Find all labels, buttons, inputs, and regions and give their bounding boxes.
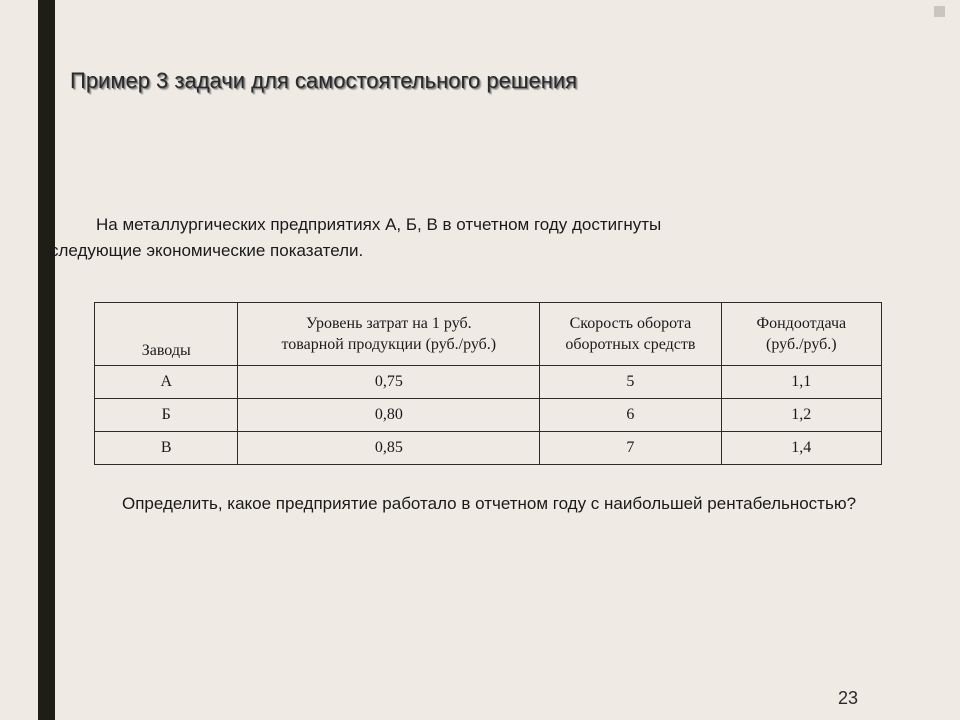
question-text: Определить, какое предприятие работало в отчетном году с наибольшей рентабельностью? bbox=[122, 494, 857, 513]
page-number: 23 bbox=[838, 688, 859, 708]
cell-turnover-speed: 6 bbox=[540, 399, 721, 432]
cell-plant: А bbox=[95, 366, 238, 399]
table-row bbox=[95, 432, 882, 465]
header-cost-line1: Уровень затрат на 1 руб. bbox=[306, 315, 472, 332]
table-header-row bbox=[95, 303, 882, 366]
cell-capital-productivity: 1,4 bbox=[721, 432, 881, 465]
header-turnover-line1: Скорость оборота bbox=[569, 315, 692, 332]
header-capital-productivity bbox=[721, 303, 881, 366]
intro-line-2: следующие экономические показатели. bbox=[50, 241, 364, 260]
header-plants bbox=[95, 303, 238, 366]
cell-cost-level: 0,80 bbox=[238, 399, 540, 432]
cell-plant: Б bbox=[95, 399, 238, 432]
left-accent-bar bbox=[38, 0, 55, 720]
table-row bbox=[95, 399, 882, 432]
header-cost-line2: товарной продукции (руб./руб.) bbox=[281, 336, 497, 353]
cell-turnover-speed: 7 bbox=[540, 432, 721, 465]
intro-line-1: На металлургических предприятиях А, Б, В в отчетном году достигнуты bbox=[96, 215, 662, 234]
corner-decoration bbox=[934, 6, 945, 17]
cell-plant: В bbox=[95, 432, 238, 465]
intro-text bbox=[50, 212, 830, 264]
cell-cost-level: 0,85 bbox=[238, 432, 540, 465]
cell-cost-level: 0,75 bbox=[238, 366, 540, 399]
header-turnover-speed bbox=[540, 303, 721, 366]
header-turnover-line2: оборотных средств bbox=[565, 336, 696, 353]
header-cost-level bbox=[238, 303, 540, 366]
header-plants-text: Заводы bbox=[141, 342, 191, 359]
cell-capital-productivity: 1,2 bbox=[721, 399, 881, 432]
cell-capital-productivity: 1,1 bbox=[721, 366, 881, 399]
slide-title: Пример 3 задачи для самостоятельного решения bbox=[70, 68, 578, 93]
header-capital-line1: Фондоотдача bbox=[756, 315, 847, 332]
indicators-table bbox=[94, 302, 882, 465]
table-row bbox=[95, 366, 882, 399]
header-capital-line2: (руб./руб.) bbox=[766, 336, 837, 353]
cell-turnover-speed: 5 bbox=[540, 366, 721, 399]
